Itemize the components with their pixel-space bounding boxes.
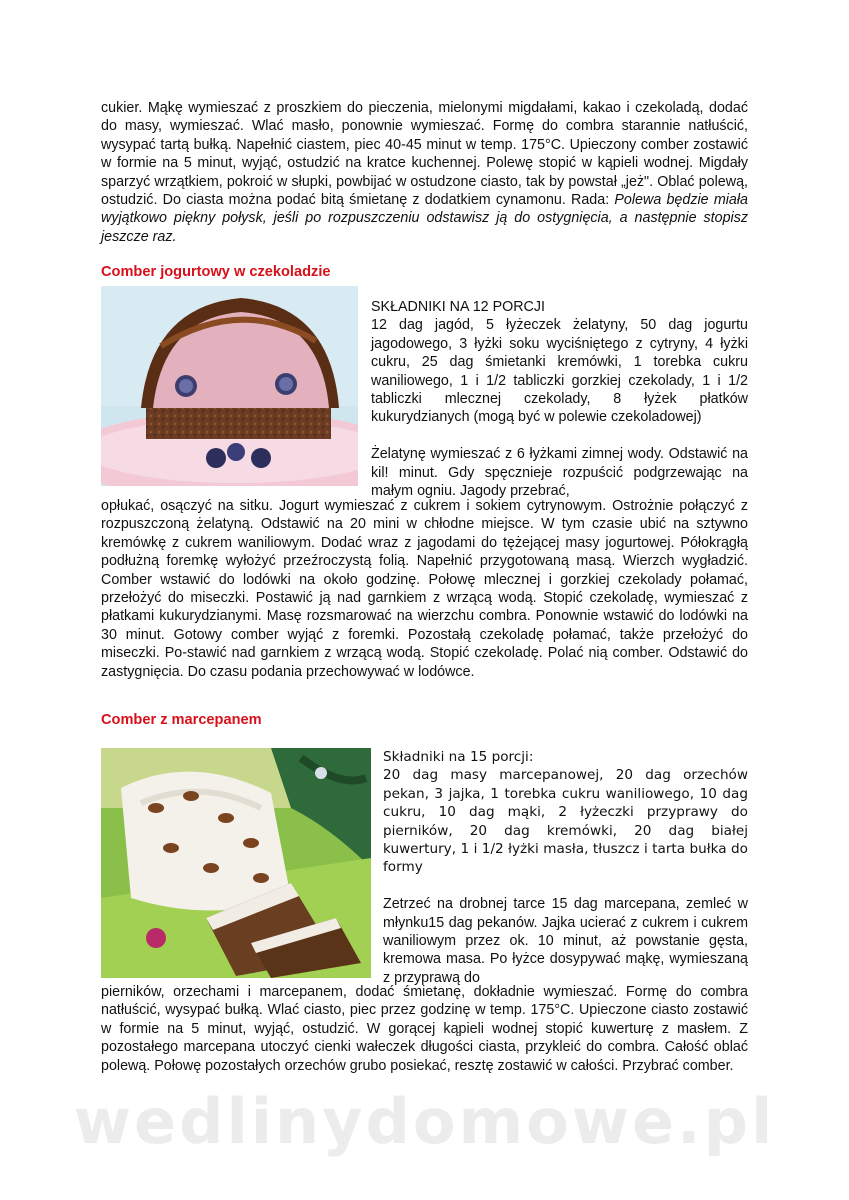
recipe2-title: Comber z marcepanem xyxy=(101,712,262,728)
intro-text: cukier. Mąkę wymieszać z proszkiem do pieczenia, mielonymi migdałami, kakao i czekoladą, dodać do masy, wymieszać. Wlać masło, ponownie wymieszać. Formę do combra starannie natłuścić, wysypać tartą bułką. Napełnić ciastem, piec 40-45 minut w temp. 175°C. Upieczony comber zostawić w formie na 5 minut, wyjąć, ostudzić na kratce kuchennej. Polewę stopić w kąpieli wodnej. Migdały sparzyć wrzątkiem, pokroić w słupki, powbijać w ostudzone ciasto, tak by powstał „jeż". Oblać polewą, ostudzić. Do ciasta można podać bitą śmietanę z dodatkiem cynamonu. Rada: xyxy=(101,100,748,209)
recipe2-ingredients-header: Składniki na 15 porcji: xyxy=(383,749,534,765)
recipe2-photo xyxy=(101,748,371,978)
watermark: wedlinydomowe.pl xyxy=(73,1085,776,1158)
recipe1-title: Comber jogurtowy w czekoladzie xyxy=(101,264,331,280)
recipe1-photo xyxy=(101,286,358,486)
recipe1-steps: opłukać, osączyć na sitku. Jogurt wymieszać z cukrem i sokiem cytrynowym. Ostrożnie połączyć z rozpuszczoną żelatyną. Odstawić na 20 mini w chłodne miejsce. W tym czasie ubić na sztywno kremówkę z cukrem waniliowym. Dodać wraz z jagodami do tężejącej masy jogurtowej. Półokrągłą podłużną foremkę wyłożyć przeźroczystą folią. Napełnić przygotowaną masą. Wierzch wygładzić. Comber wstawić do lodówki na około godzinę. Połowę mlecznej i gorzkiej czekolady połamać, przełożyć do miseczki. Postawić ją nad garnkiem z wrzącą wodą. Stopić czekoladę, wymieszać z płatkami kukurydzianymi. Masę rozsmarować na wierzchu combra. Ponownie wstawić do lodówki na 30 minut. Gotowy comber wyjąć z foremki. Pozostałą czekoladę połamać, także przełożyć do miseczki. Po-stawić nad garnkiem z wrzącą wodą. Stopić czekoladę. Polać nią comber. Odstawić do zastygnięcia. Do czasu podania przechowywać w lodówce. xyxy=(101,498,748,680)
recipe1-steps-side: Żelatynę wymieszać z 6 łyżkami zimnej wody. Odstawić na kil! minut. Gdy spęcznieje rozpuścić podgrzewając na małym ogniu. Jagody przebrać, xyxy=(371,446,748,500)
recipe2-steps-side: Zetrzeć na drobnej tarce 15 dag marcepana, zemleć w młynku15 dag pekanów. Jajka ucierać z cukrem i cukrem waniliowym przez ok. 10 minut, aż powstanie gęsta, kremowa masa. Po łyżce dosypywać mąkę, wymieszaną z przyprawą do xyxy=(383,896,748,986)
recipe2-ingredients-block xyxy=(383,748,748,987)
recipe1-ingredients-header: SKŁADNIKI NA 12 PORCJI xyxy=(371,299,546,315)
recipe2-ingredients: 20 dag masy marcepanowej, 20 dag orzechów pekan, 3 jajka, 1 torebka cukru waniliowego, 10 dag cukru, 10 dag mąki, 2 łyżeczki przyprawy do pierników, 20 dag kremówki, 20 dag białej kuwertury, 1 i 1/2 łyżki masła, tłuszcz i tarta bułka do formy xyxy=(383,767,748,876)
recipe1-ingredients: 12 dag jagód, 5 łyżeczek żelatyny, 50 dag jogurtu jagodowego, 3 łyżki soku wyciśniętego z cytryny, 4 łyżki cukru, 25 dag śmietanki kremówki, 1 torebka cukru waniliowego, 1 i 1/2 tabliczki gorzkiej czekolady, 1 i 1/2 tabliczki mlecznej czekolady, 8 łyżek płatków kukurydzianych (mogą być w polewie czekoladowej) xyxy=(371,317,748,426)
recipe1-ingredients-block xyxy=(371,298,748,500)
intro-tip: Polewa będzie miała wyjątkowo piękny połysk, jeśli po rozpuszczeniu odstawisz ją do ostygnięcia, a następnie stopisz jeszcze raz. xyxy=(101,192,748,245)
recipe2-steps: pierników, orzechami i marcepanem, dodać śmietanę, dokładnie wymieszać. Formę do combra natłuścić, wysypać bułką. Wlać ciasto, piec przez godzinę w temp. 175°C. Upieczone ciasto zostawić w formie na 5 minut, wyjąć, ostudzić. W gorącej kąpieli wodnej stopić kuwerturę z masłem. Z pozostałego marcepana utoczyć cienki wałeczek długości ciasta, przykleić do combra. Całość oblać polewą. Połowę pozostałych orzechów grubo posiekać, resztę zostawić w całości. Przybrać comber. xyxy=(101,984,748,1074)
intro-paragraph xyxy=(101,99,748,246)
